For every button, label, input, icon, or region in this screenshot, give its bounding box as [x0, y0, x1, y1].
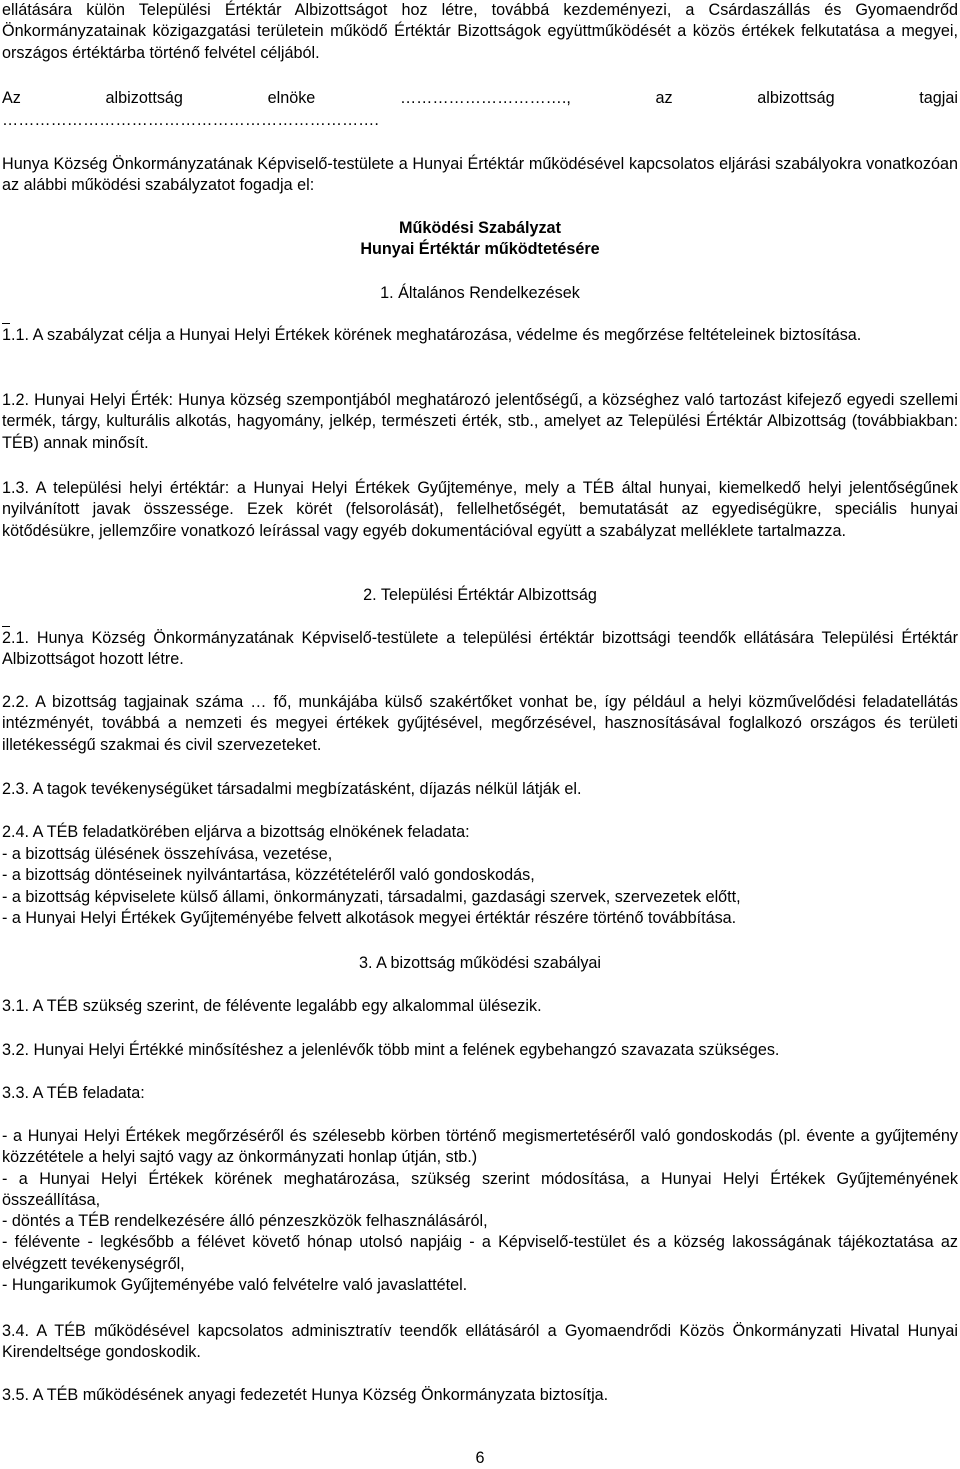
preamble-paragraph: Hunya Község Önkormányzatának Képviselő-testülete a Hunyai Értéktár működésével kapcsolatos eljárási szabályokra vonatkozóan az alábbi működési szabályzatot fogadja el: — [2, 155, 958, 195]
section-3-4: 3.4. A TÉB működésével kapcsolatos adminisztratív teendők ellátásáról a Gyomaendrődi Közös Önkormányzati Hivatal Hunyai Kirendeltsége gondoskodik. — [2, 1322, 958, 1362]
section-1-1: 1.1. A szabályzat célja a Hunyai Helyi Értékek körének meghatározása, védelme és megőrzése feltételeinek biztosítása. — [2, 325, 958, 346]
section-3-list — [2, 1126, 958, 1296]
page-number: 6 — [475, 1449, 485, 1467]
list-item: - döntés a TÉB rendelkezésére álló pénzeszközök felhasználásáról, — [2, 1212, 488, 1231]
document-title: Működési Szabályzat — [399, 219, 561, 237]
list-item: - a bizottság ülésének összehívása, vezetése, — [2, 845, 333, 863]
section-3-1: 3.1. A TÉB szükség szerint, de félévente legalább egy alkalommal ülésezik. — [2, 997, 542, 1015]
section-3-heading: 3. A bizottság működési szabályai — [358, 954, 602, 972]
section-3-5: 3.5. A TÉB működésének anyagi fedezetét Hunya Község Önkormányzata biztosítja. — [2, 1386, 609, 1404]
list-item: - a bizottság döntéseinek nyilvántartása, közzétételéről való gondoskodás, — [2, 866, 535, 885]
section-1-3: 1.3. A települési helyi értéktár: a Hunyai Helyi Értékek Gyűjteménye, mely a TÉB által hunyai, kiemelkedő helyi jelentőségűnek nyilvánított javak összessége. Ezek körét (felsorolását), fellelhetőségét, bemutatását az egyediségükre, speciális hunyai kötődésükre, jellemzőire vonatkozó leírással vagy egyéb dokumentációval együtt a szabályzat melléklete tartalmazza. — [2, 479, 958, 540]
document-subtitle: Hunyai Értéktár működtetésére — [360, 240, 600, 258]
section-3-3: 3.3. A TÉB feladata: — [2, 1084, 145, 1102]
list-item: - a Hunyai Helyi Értékek megőrzéséről és szélesebb körben történő megismertetéséről való gondoskodás (pl. évente a gyűjtemény közzététele a helyi sajtó vagy az önkormányzati honlap útján, stb.) — [2, 1127, 958, 1167]
section-2-list — [2, 844, 958, 929]
intro-paragraph: ellátására külön Települési Értéktár Albizottságot hoz létre, továbbá kezdeményezi, a Csárdaszállás és Gyomaendrőd Önkormányzatainak közigazgatási területein működő Értéktár Bizottságok együttműködését a közös értékek felkutatása a megyei, országos értéktárba történő felvétel céljából. — [2, 1, 958, 62]
members-line: ……………………………………………………………. — [2, 111, 379, 129]
section-1-heading: 1. Általános Rendelkezések — [380, 284, 580, 302]
section-3-2: 3.2. Hunyai Helyi Értékké minősítéshez a jelenlévők több mint a felének egybehangzó szavazata szükséges. — [2, 1041, 780, 1059]
list-item: - Hungarikumok Gyűjteményébe való felvételre való javaslattétel. — [2, 1276, 468, 1295]
section-1-2: 1.2. Hunyai Helyi Érték: Hunya község szempontjából meghatározó jelentőségű, a községhez való tartozást kifejező egyedi szellemi termék, tárgy, kulturális alkotás, hagyomány, jelkép, természeti érték, stb., amelyet az Települési Értéktár Albizottság (továbbiakban: TÉB) annak minősít. — [2, 391, 958, 452]
list-item: - a bizottság képviselete külső állami, önkormányzati, társadalmi, gazdasági szervek, szervezetek előtt, — [2, 887, 741, 906]
section-2-3: 2.3. A tagok tevékenységüket társadalmi megbízatásként, díjazás nélkül látják el. — [2, 780, 582, 798]
list-item: - félévente - legkésőbb a félévet követő hónap utolsó napjáig - a Képviselő-testület és a község lakosságának tájékoztatása az elvégzett tevékenységről, — [2, 1233, 958, 1273]
section-2-heading: 2. Települési Értéktár Albizottság — [363, 586, 597, 604]
list-item: - a Hunyai Helyi Értékek Gyűjteményébe felvett alkotások megyei értéktár részére történő továbbítása. — [2, 908, 737, 927]
section-2-1: 2.1. Hunya Község Önkormányzatának Képviselő-testülete a települési értéktár bizottsági teendők ellátására Települési Értéktár Albizottságot hozott létre. — [2, 628, 958, 671]
chair-line: Az albizottság elnöke …………………………., az albizottság tagjai — [2, 89, 958, 107]
section-2-4: 2.4. A TÉB feladatkörében eljárva a bizottság elnökének feladata: — [2, 823, 470, 841]
list-item: - a Hunyai Helyi Értékek körének meghatározása, szükség szerint módosítása, a Hunyai Helyi Értékek Gyűjteményének összeállítása, — [2, 1169, 958, 1209]
section-2-2: 2.2. A bizottság tagjainak száma … fő, munkájába külső szakértőket vonhat be, így például a helyi közművelődési feladatellátás intézményét, továbbá a nemzeti és megyei értékek gyűjtésével, megőrzésével, hasznosításával foglalkozó országos és területi illetékességű szakmai és civil szervezeteket. — [2, 693, 958, 754]
